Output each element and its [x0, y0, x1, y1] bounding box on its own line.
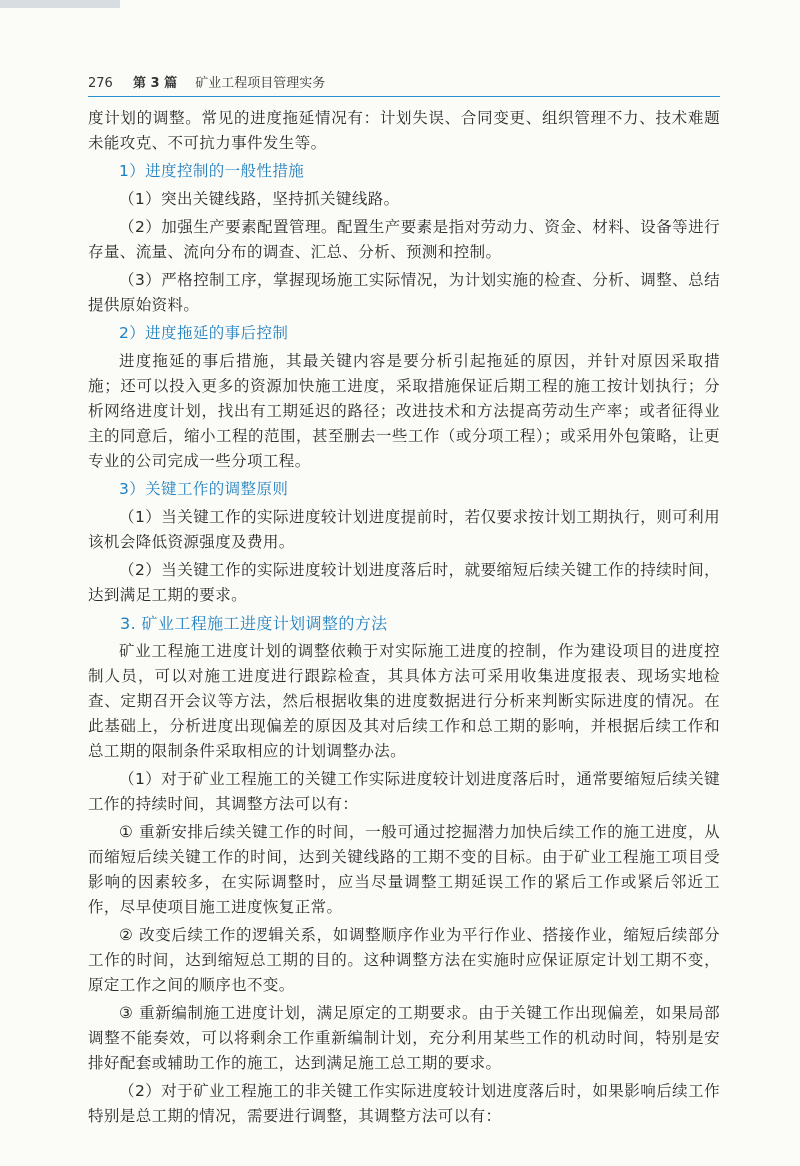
paragraph: 度计划的调整。常见的进度拖延情况有：计划失误、合同变更、组织管理不力、技术难题未能攻克、不可抗力事件发生等。 [88, 109, 720, 152]
paragraph: （2）当关键工作的实际进度较计划进度落后时，就要缩短后续关键工作的持续时间，达到满足工期的要求。 [88, 561, 720, 604]
paragraph: （3）严格控制工序，掌握现场施工实际情况，为计划实施的检查、分析、调整、总结提供原始资料。 [88, 271, 720, 314]
paragraph: （1）当关键工作的实际进度较计划进度提前时，若仅要求按计划工期执行，则可利用该机会降低资源强度及费用。 [88, 508, 720, 551]
paragraph: 矿业工程施工进度计划的调整依赖于对实际施工进度的控制，作为建设项目的进度控制人员，可以对施工进度进行跟踪检查，其具体方法可采用收集进度报表、现场实地检查、定期召开会议等方法，然后根据收集的进度数据进行分析来判断实际进度的情况。在此基础上，分析进度出现偏差的原因及其对后续工作和总工期的影响，并根据后续工作和总工期的限制条件采取相应的计划调整办法。 [88, 642, 720, 760]
header-rule [88, 96, 720, 97]
paragraph: （1）对于矿业工程施工的关键工作实际进度较计划进度落后时，通常要缩短后续关键工作的持续时间，其调整方法可以有： [88, 770, 720, 813]
top-edge-tab [0, 0, 120, 8]
part-title: 矿业工程项目管理实务 [195, 76, 326, 91]
body-text [88, 106, 720, 1132]
running-header [88, 72, 716, 96]
section-heading: 3. 矿业工程施工进度计划调整的方法 [120, 614, 388, 633]
paragraph: （2）对于矿业工程施工的非关键工作实际进度较计划进度落后时，如果影响后续工作特别是总工期的情况，需要进行调整，其调整方法可以有： [88, 1082, 720, 1125]
paragraph: （2）加强生产要素配置管理。配置生产要素是指对劳动力、资金、材料、设备等进行存量、流量、流向分布的调查、汇总、分析、预测和控制。 [88, 218, 720, 261]
paragraph: ③ 重新编制施工进度计划，满足原定的工期要求。由于关键工作出现偏差，如果局部调整不能奏效，可以将剩余工作重新编制计划，充分利用某些工作的机动时间，特别是安排好配套或辅助工作的施工，达到满足施工总工期的要求。 [88, 1004, 720, 1072]
paragraph: 进度拖延的事后措施，其最关键内容是要分析引起拖延的原因，并针对原因采取措施；还可以投入更多的资源加快施工进度，采取措施保证后期工程的施工按计划执行；分析网络进度计划，找出有工期延迟的路径；改进技术和方法提高劳动生产率；或者征得业主的同意后，缩小工程的范围，甚至删去一些工作（或分项工程）；或采用外包策略，让更专业的公司完成一些分项工程。 [88, 352, 720, 470]
subheading-key-work-principles: 3）关键工作的调整原则 [119, 480, 289, 498]
subheading-general-measures: 1）进度控制的一般性措施 [119, 162, 305, 180]
paragraph: ① 重新安排后续关键工作的时间，一般可通过挖掘潜力加快后续工作的施工进度，从而缩短后续关键工作的时间，达到关键线路的工期不变的目标。由于矿业工程施工项目受影响的因素较多，在实际调整时，应当尽量调整工期延误工作的紧后工作或紧后邻近工作，尽早使项目施工进度恢复正常。 [88, 823, 720, 916]
page-number: 276 [88, 76, 113, 91]
subheading-post-delay-control: 2）进度拖延的事后控制 [119, 324, 289, 342]
paragraph: ② 改变后续工作的逻辑关系，如调整顺序作业为平行作业、搭接作业，缩短后续部分工作的时间，达到缩短总工期的目的。这种调整方法在实施时应保证原定计划工期不变，原定工作之间的顺序也不变。 [88, 926, 720, 994]
part-label: 第 3 篇 [132, 76, 178, 91]
paragraph: （1）突出关键线路，坚持抓关键线路。 [119, 190, 400, 208]
